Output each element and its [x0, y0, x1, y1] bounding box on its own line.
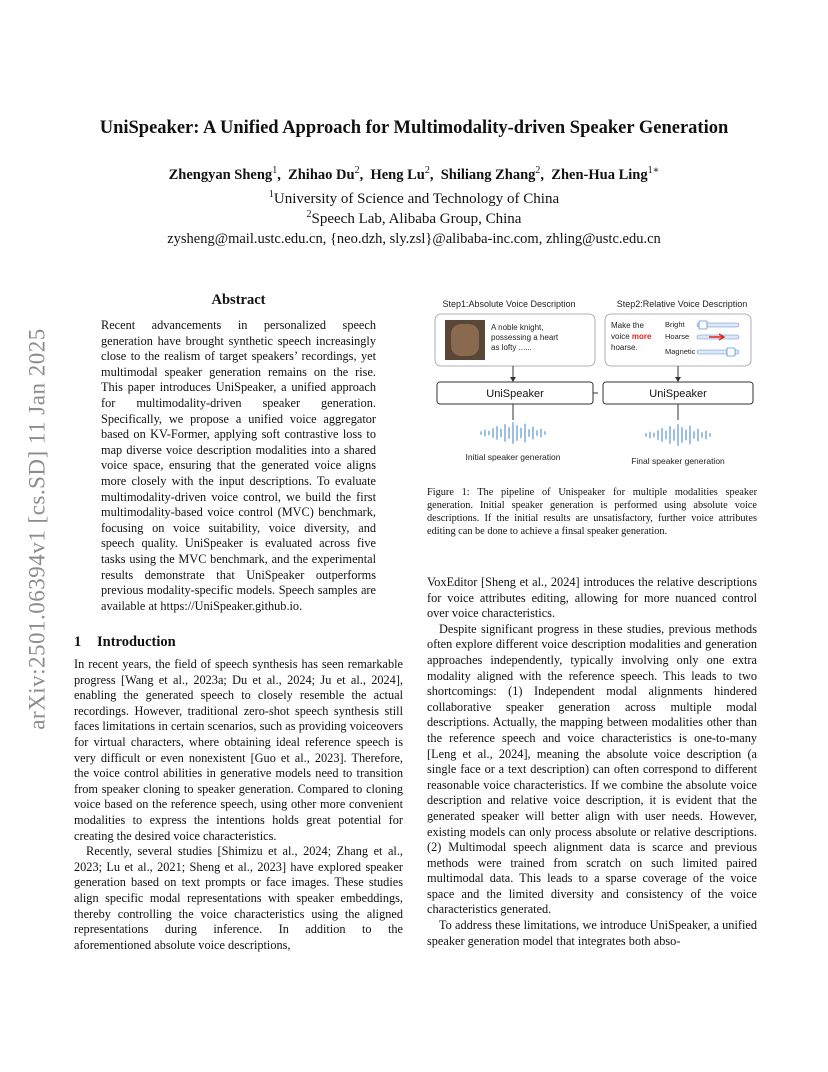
arxiv-identifier-text: arXiv:2501.06394v1 [cs.SD] 11 Jan 2025: [25, 328, 51, 730]
section-title: Introduction: [97, 634, 176, 650]
waveform-bar: [657, 430, 659, 440]
waveform-bar: [508, 427, 510, 439]
waveform-bar: [520, 428, 522, 439]
waveform-bar: [532, 427, 534, 440]
author-name: Zhihao Du: [288, 166, 355, 183]
waveform-bar: [697, 429, 699, 442]
author-affiliation-mark: 1: [272, 165, 278, 176]
absolute-description-line: A noble knight,: [491, 323, 544, 332]
author-name: Shiliang Zhang: [440, 166, 536, 183]
intro-paragraph: To address these limitations, we introduce UniSpeaker, a unified speaker generation model that integrates both abso-: [427, 918, 757, 948]
intro-paragraph: Recently, several studies [Shimizu et al., 2024; Zhang et al., 2023; Lu et al., 2021; Sheng et al., 2023] have explored speaker generation based on text prompts or face images. These studies align specific modal representations with speaker embeddings, thereby controlling the voice characteristics using the aligned representations during inference. In addition to the aforementioned absolute voice descriptions,: [74, 844, 403, 952]
affiliation-1: [0, 189, 828, 208]
author-affiliation-mark: 2: [535, 165, 541, 176]
waveform-bar: [661, 428, 663, 442]
waveform-bar: [516, 425, 518, 441]
waveform-bar: [492, 428, 494, 438]
waveform-bar: [685, 430, 687, 441]
intro-right-column: [427, 575, 757, 949]
waveform-bar: [653, 433, 655, 438]
waveform-bar: [484, 430, 486, 437]
waveform-bar: [540, 429, 542, 438]
waveform-icon-initial: [480, 422, 546, 444]
author-affiliation-mark: 2: [424, 165, 430, 176]
arrow-head-icon: [510, 377, 516, 382]
affiliation-text: Speech Lab, Alibaba Group, China: [311, 211, 522, 227]
author-affiliation-mark: 2: [354, 165, 360, 176]
author-name: Zhengyan Sheng: [168, 166, 273, 183]
relative-description-emphasis: more: [631, 332, 652, 341]
waveform-bar: [645, 433, 647, 437]
waveform-bar: [528, 429, 530, 437]
affiliation-mark: 2: [306, 209, 312, 220]
affiliation-2: [0, 209, 828, 228]
relative-description-line: hoarse.: [611, 343, 638, 352]
waveform-bar: [496, 426, 498, 440]
section-heading-introduction: [74, 634, 176, 651]
relative-description-line: Make the: [611, 321, 644, 330]
unispeaker-model-label: UniSpeaker: [486, 388, 544, 400]
author-name: Heng Lu: [370, 166, 425, 183]
relative-description-line: [611, 332, 652, 341]
abstract-heading: Abstract: [211, 292, 266, 308]
slider-label-hoarse: Hoarse: [665, 332, 690, 341]
waveform-bar: [524, 424, 526, 443]
absolute-description-line: as lofty ......: [491, 343, 532, 352]
slider-label-bright: Bright: [665, 320, 685, 329]
figure-1-pipeline: [427, 296, 757, 476]
waveform-bar: [681, 427, 683, 443]
face-image-detail: [451, 324, 479, 356]
waveform-bar: [701, 432, 703, 438]
waveform-bar: [665, 431, 667, 440]
author-emails: zysheng@mail.ustc.edu.cn, {neo.dzh, sly.zsl}@alibaba-inc.com, zhling@ustc.edu.cn: [167, 231, 661, 247]
waveform-bar: [689, 426, 691, 445]
waveform-bar: [649, 432, 651, 439]
step1-title: Step1:Absolute Voice Description: [442, 299, 576, 309]
waveform-bar: [677, 424, 679, 446]
slider-knob-magnetic: [727, 348, 735, 356]
waveform-bar: [500, 429, 502, 438]
waveform-bar: [488, 431, 490, 436]
author-name: Zhen-Hua Ling: [551, 166, 648, 183]
arxiv-identifier-stamp: [20, 294, 56, 764]
intro-paragraph: VoxEditor [Sheng et al., 2024] introduces the relative descriptions for voice attributes editing, allowing for more nuanced control over voice characteristics.: [427, 575, 757, 621]
author-list: Zhengyan Sheng$^1$, Zhihao Du$^2$, Heng Lu$^2$, Shiliang Zhang$^2$, Zhen-Hua Ling$^{1∗}$: [168, 165, 660, 183]
waveform-bar: [705, 431, 707, 440]
author-affiliation-mark: 1∗: [647, 165, 660, 176]
intro-left-column: [74, 657, 403, 953]
arrow-head-icon: [675, 377, 681, 382]
intro-paragraph: In recent years, the field of speech synthesis has seen remarkable progress [Wang et al., 2023a; Du et al., 2024; Ju et al., 2024], enabling the generated speech to closely resemble the actual recordings. However, traditional zero-shot speech synthesis still faces limitations in certain scenarios, such as providing voiceovers for virtual characters, where obtaining ideal reference speech is very difficult or even nonexistent [Guo et al., 2023]. Therefore, the voice control abilities in generative models need to transition from speaker cloning to speaker generation. Compared to cloning voice based on the reference speech, using other more convenient modalities to express the intentions holds great potential for creating the desired voice characteristics.: [74, 657, 403, 843]
final-generation-label: Final speaker generation: [631, 456, 725, 466]
unispeaker-model-label: UniSpeaker: [649, 388, 707, 400]
waveform-bar: [504, 424, 506, 442]
figure-1-caption: Figure 1: The pipeline of Unispeaker for multiple modalities speaker generation. Initial speaker generation is performed using absolute voice descriptions. If the initial results are unsatisfactory, further voice attributes editing can be done to achieve a finsal speaker generation.: [427, 487, 757, 537]
waveform-icon-final: [645, 424, 711, 446]
waveform-bar: [480, 431, 482, 435]
affiliation-text: University of Science and Technology of China: [273, 191, 560, 207]
initial-generation-label: Initial speaker generation: [465, 452, 561, 462]
section-number: 1: [74, 634, 82, 650]
waveform-bar: [544, 431, 546, 435]
waveform-bar: [512, 422, 514, 444]
absolute-description-line: possessing a heart: [491, 333, 559, 342]
abstract-text: Recent advancements in personalized speech generation have brought synthetic speech increasingly close to the realism of target speakers’ recordings, yet multimodal speaker generation remains on the rise. This paper introduces UniSpeaker, a unified approach for multimodality-driven speaker generation. Specifically, we propose a unified voice aggregator based on KV-Former, applying soft contrastive loss to map diverse voice description modalities into a shared voice space, ensuring that the generated voice aligns more closely with the input descriptions. To evaluate multimodality-driven voice control, we build the first multimodality-based voice control (MVC) benchmark, focusing on voice suitability, voice diversity, and speech quality. UniSpeaker is evaluated across five tasks using the MVC benchmark, and the experimental results demonstrate that UniSpeaker outperforms previous modality-specific models. Speech samples are available at https://UniSpeaker.github.io.: [101, 318, 376, 613]
waveform-bar: [709, 433, 711, 437]
slider-label-magnetic: Magnetic: [665, 347, 696, 356]
waveform-bar: [673, 429, 675, 441]
paper-title: UniSpeaker: A Unified Approach for Multimodality-driven Speaker Generation: [99, 118, 729, 138]
intro-paragraph: Despite significant progress in these studies, previous methods often explore different voice description modalities and generation approaches independently, typically involving only one extra modality aligned with the reference speech. This leads to two shortcomings: (1) Independent modal alignments hindered collaborative speaker generation across multiple modal descriptions. Actually, the mapping between modalities other than the reference speech and voice characteristics is one-to-many [Leng et al., 2024], meaning the absolute voice description (a single face or a text description) can often correspond to different reasonable voice characteristics. If we combine the absolute voice description and relative voice description, it is evident that the generated speaker will better align with user needs. However, existing models can only process absolute or relative descriptions. (2) Multimodal speech alignment data is scarce and previous methods were trained from scratch on such limited paired multimodal data. This leads to a sparse coverage of the voice space and the limited diversity and consistency of the voice characteristics generated.: [427, 621, 757, 917]
waveform-bar: [669, 426, 671, 444]
relative-description-word: voice: [611, 332, 630, 341]
waveform-bar: [536, 430, 538, 436]
waveform-bar: [693, 431, 695, 439]
slider-knob-bright: [699, 321, 707, 329]
pipeline-diagram: [427, 296, 757, 476]
affiliation-mark: 1: [268, 189, 274, 200]
step2-title: Step2:Relative Voice Description: [616, 299, 748, 309]
